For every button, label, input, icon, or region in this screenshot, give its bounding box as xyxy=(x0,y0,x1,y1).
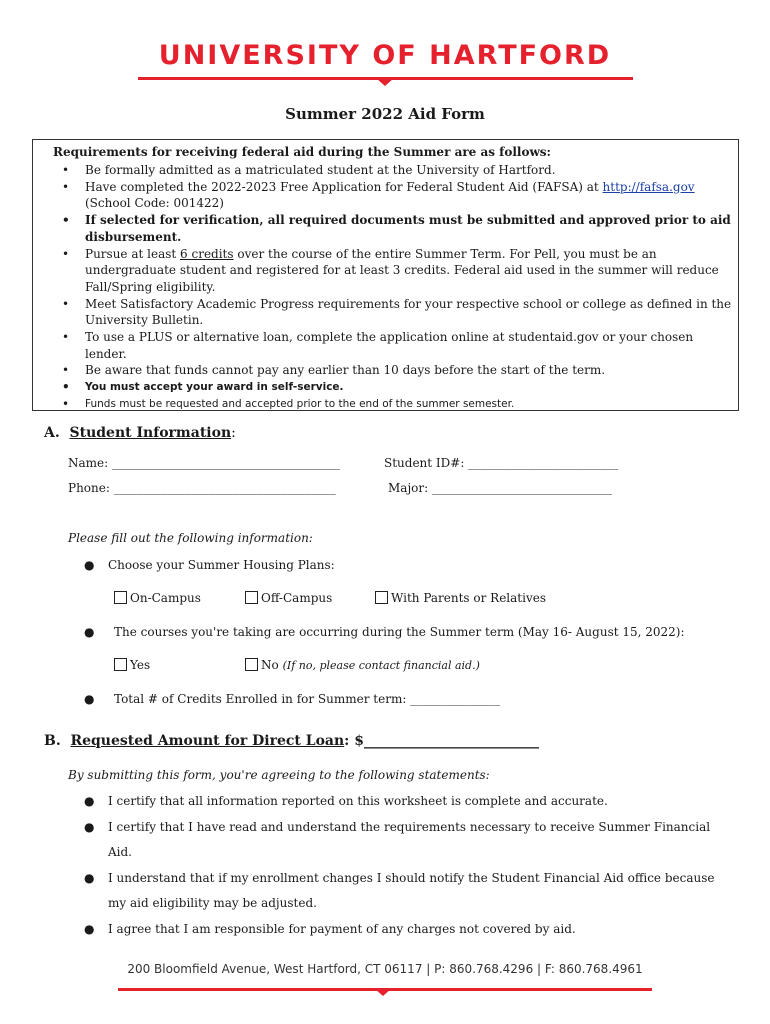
section-title: Requested Amount for Direct Loan xyxy=(70,733,345,749)
housing-option-off-campus[interactable] xyxy=(245,591,332,605)
bullet-icon: ● xyxy=(84,922,95,936)
section-b-heading xyxy=(44,733,539,749)
name-field[interactable]: Name: ______________________________________ xyxy=(68,456,340,470)
housing-option-on-campus[interactable] xyxy=(114,591,201,605)
checkbox[interactable] xyxy=(245,591,258,604)
section-title: Student Information xyxy=(69,425,232,441)
requirements-list xyxy=(62,162,732,413)
requirement-item xyxy=(62,246,732,296)
fafsa-link[interactable]: http://fafsa.gov xyxy=(602,179,695,194)
logo-underline-notch xyxy=(376,78,394,86)
housing-option-parents[interactable] xyxy=(375,591,546,605)
statements-intro: By submitting this form, you're agreeing to the following statements: xyxy=(68,768,490,782)
statement-1: I certify that all information reported on this worksheet is complete and accurate. xyxy=(108,794,608,808)
phone-field[interactable]: Phone: _____________________________________ xyxy=(68,481,336,495)
courses-option-yes[interactable] xyxy=(114,658,150,672)
option-label: On-Campus xyxy=(130,591,201,605)
section-letter: A. xyxy=(44,425,60,441)
requirement-text: Meet Satisfactory Academic Progress requirements for your respective school or college as defined in the University Bulletin. xyxy=(85,296,732,328)
statement-2-cont: Aid. xyxy=(108,845,132,859)
requirement-item xyxy=(62,162,732,179)
section-colon: : xyxy=(231,425,236,441)
credits-question[interactable]: Total # of Credits Enrolled in for Summer term: _______________ xyxy=(114,692,501,706)
fill-instructions: Please fill out the following information: xyxy=(68,531,313,545)
requirement-item xyxy=(62,212,732,245)
requirement-text: If selected for verification, all required documents must be submitted and approved prior to aid disbursement. xyxy=(85,213,731,244)
bullet-icon: ● xyxy=(84,692,95,706)
footer-contact: 200 Bloomfield Avenue, West Hartford, CT 06117 | P: 860.768.4296 | F: 860.768.4961 xyxy=(127,962,643,976)
footer-rule-notch xyxy=(375,989,391,996)
requirement-text: Pursue at least xyxy=(85,246,181,261)
requirement-text: Have completed the 2022-2023 Free Application for Federal Student Aid (FAFSA) at xyxy=(85,179,603,194)
university-logo-wordmark: UNIVERSITY OF HARTFORD xyxy=(158,40,612,71)
bullet-icon: ● xyxy=(84,794,95,808)
requirement-text: Funds must be requested and accepted prior to the end of the summer semester. xyxy=(85,397,515,410)
requirement-item xyxy=(62,329,732,362)
bullet-icon: ● xyxy=(84,820,95,834)
section-a-heading xyxy=(44,425,236,441)
courses-option-no[interactable] xyxy=(245,658,480,672)
courses-question: The courses you're taking are occurring during the Summer term (May 16- August 15, 2022): xyxy=(114,625,685,639)
statement-4: I agree that I am responsible for payment of any charges not covered by aid. xyxy=(108,922,576,936)
option-label: No xyxy=(261,658,279,672)
school-code: (School Code: 001422) xyxy=(85,196,224,211)
statement-3-cont: my aid eligibility may be adjusted. xyxy=(108,896,317,910)
option-label: Off-Campus xyxy=(261,591,333,605)
major-field[interactable]: Major: ______________________________ xyxy=(388,481,612,495)
checkbox[interactable] xyxy=(245,658,258,671)
requirement-text: Be aware that funds cannot pay any earlier than 10 days before the start of the term. xyxy=(85,363,606,378)
credits-emphasis: 6 credits xyxy=(180,246,234,261)
no-note: (If no, please contact financial aid.) xyxy=(282,659,480,672)
checkbox[interactable] xyxy=(114,658,127,671)
loan-amount-field[interactable]: : $_________________________ xyxy=(344,733,539,749)
requirement-text: You must accept your award in self-service. xyxy=(85,381,344,394)
form-title: Summer 2022 Aid Form xyxy=(285,105,485,123)
statement-3: I understand that if my enrollment changes I should notify the Student Financial Aid office because xyxy=(108,871,715,885)
student-id-field[interactable]: Student ID#: _________________________ xyxy=(384,456,619,470)
option-label: With Parents or Relatives xyxy=(391,591,546,605)
requirement-item xyxy=(62,179,732,212)
requirement-item xyxy=(62,396,732,413)
bullet-icon: ● xyxy=(84,871,95,885)
section-letter: B. xyxy=(44,733,61,749)
requirement-text: To use a PLUS or alternative loan, complete the application online at studentaid.gov or your chosen lender. xyxy=(85,330,694,361)
bullet-icon: ● xyxy=(84,558,95,572)
option-label: Yes xyxy=(130,658,151,672)
statement-2: I certify that I have read and understand the requirements necessary to receive Summer Financial xyxy=(108,820,711,834)
requirement-item xyxy=(62,379,732,396)
checkbox[interactable] xyxy=(114,591,127,604)
requirement-text: Be formally admitted as a matriculated student at the University of Hartford. xyxy=(85,163,556,177)
requirements-heading: Requirements for receiving federal aid during the Summer are as follows: xyxy=(53,145,551,159)
requirement-text: over the course of the entire Summer Term. For Pell, you must be an undergraduate student and registered for at least 3 credits. Federal aid used in the summer will reduce Fall/Spring eligibility. xyxy=(85,246,719,294)
bullet-icon: ● xyxy=(84,625,95,639)
checkbox[interactable] xyxy=(375,591,388,604)
requirement-item xyxy=(62,362,732,379)
requirement-item xyxy=(62,296,732,329)
housing-question: Choose your Summer Housing Plans: xyxy=(108,558,335,572)
